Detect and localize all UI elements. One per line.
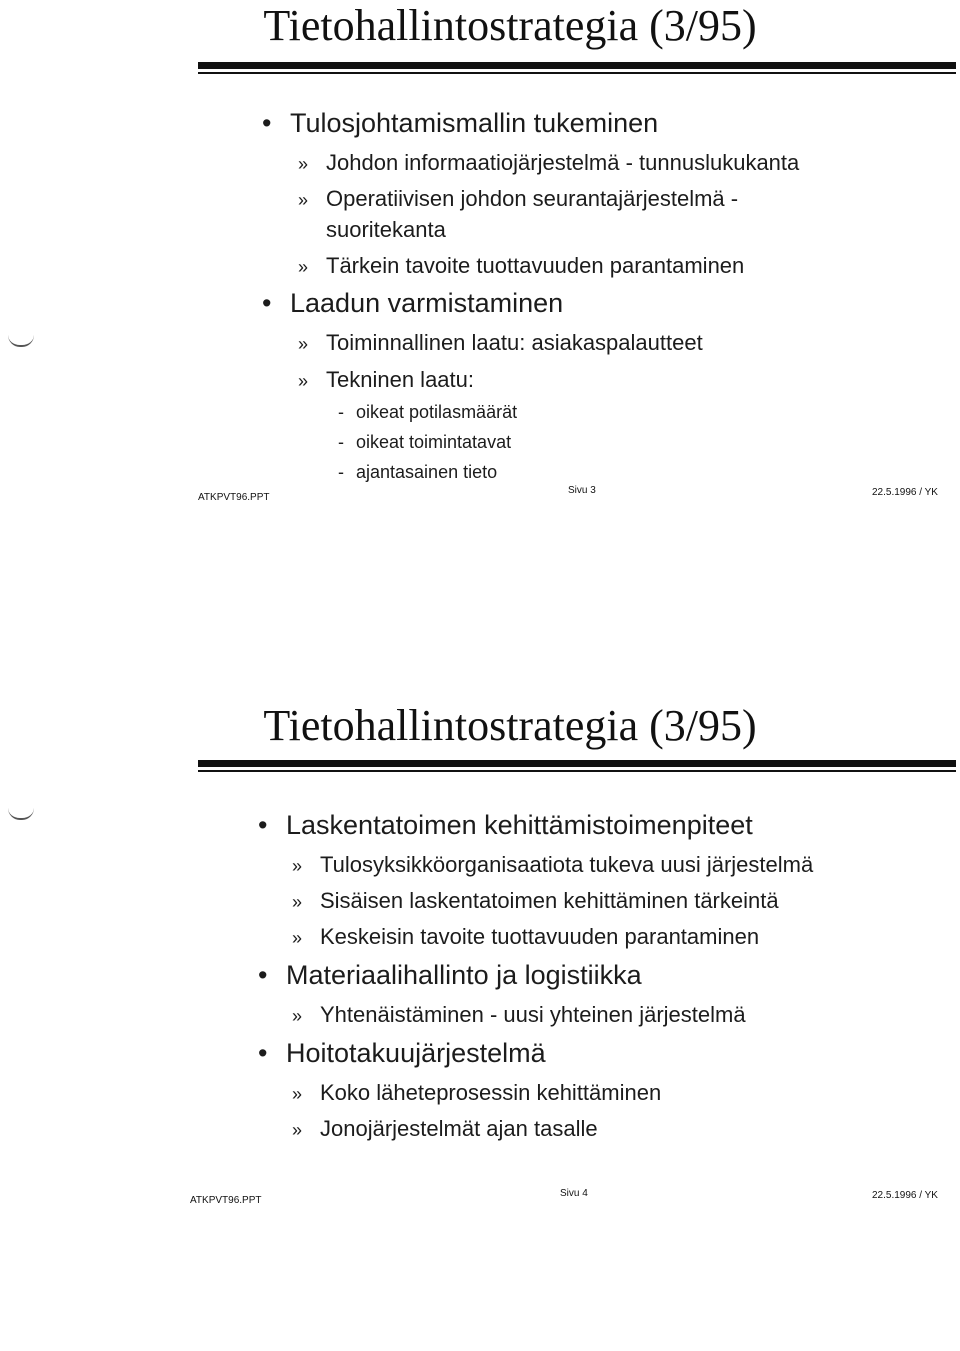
footer-date: 22.5.1996 / YK xyxy=(872,487,938,498)
dash-marker-icon: - xyxy=(338,462,344,482)
sub-text: Tekninen laatu: xyxy=(326,367,474,392)
bullet-dot-icon: • xyxy=(258,960,268,990)
sub-text: Keskeisin tavoite tuottavuuden parantaminen xyxy=(320,924,760,949)
chevron-marker-icon: » xyxy=(292,928,303,948)
chevron-marker-icon: » xyxy=(298,334,309,354)
sub-item xyxy=(298,150,799,176)
title-rule-thick xyxy=(198,760,956,767)
bullet-dot-icon: • xyxy=(258,1038,268,1068)
bullet-item xyxy=(258,810,753,841)
sub-item xyxy=(298,367,474,393)
chevron-marker-icon: » xyxy=(298,371,309,391)
bullet-text: Laadun varmistaminen xyxy=(290,288,564,318)
sub-item xyxy=(298,253,744,279)
sub-text: Operatiivisen johdon seurantajärjestelmä - xyxy=(326,186,739,211)
bullet-item xyxy=(258,960,642,991)
title-rule-thin xyxy=(198,72,956,74)
sub-item xyxy=(298,330,703,356)
sub-item xyxy=(292,924,759,950)
chevron-marker-icon: » xyxy=(292,1006,303,1026)
bullet-dot-icon: • xyxy=(262,108,272,138)
sub-text: Sisäisen laskentatoimen kehittäminen tärkeintä xyxy=(320,888,779,913)
sub-item xyxy=(292,888,779,914)
sub-item xyxy=(292,852,813,878)
footer-date: 22.5.1996 / YK xyxy=(872,1190,938,1201)
subsub-text: ajantasainen tieto xyxy=(356,462,498,482)
subsub-text: oikeat toimintatavat xyxy=(356,432,512,452)
dash-marker-icon: - xyxy=(338,402,344,422)
subsub-item xyxy=(338,432,511,453)
sub-text: Koko läheteprosessin kehittäminen xyxy=(320,1080,662,1105)
slide-3 xyxy=(0,0,960,520)
chevron-marker-icon: » xyxy=(292,856,303,876)
bullet-dot-icon: • xyxy=(262,288,272,318)
chevron-marker-icon: » xyxy=(298,257,309,277)
sub-text: Toiminnallinen laatu: asiakaspalautteet xyxy=(326,330,703,355)
sub-item xyxy=(292,1116,598,1142)
bullet-item xyxy=(258,1038,546,1069)
title-rule-thick xyxy=(198,62,956,69)
sub-text: Tulosyksikköorganisaatiota tukeva uusi järjestelmä xyxy=(320,852,814,877)
sub-item xyxy=(298,186,738,212)
sub-text: Tärkein tavoite tuottavuuden parantaminen xyxy=(326,253,745,278)
chevron-marker-icon: » xyxy=(298,190,309,210)
slide-title: Tietohallintostrategia (3/95) xyxy=(263,701,757,750)
sub-text: Jonojärjestelmät ajan tasalle xyxy=(320,1116,598,1141)
sub-item xyxy=(292,1080,661,1106)
bullet-item xyxy=(262,108,658,139)
sub-text: Johdon informaatiojärjestelmä - tunnuslukukanta xyxy=(326,150,800,175)
chevron-marker-icon: » xyxy=(292,1120,303,1140)
subsub-text: oikeat potilasmäärät xyxy=(356,402,518,422)
footer-filename: ATKPVT96.PPT xyxy=(198,492,270,503)
sub-text: Yhtenäistäminen - uusi yhteinen järjestelmä xyxy=(320,1002,746,1027)
subsub-item xyxy=(338,462,497,483)
sub-item xyxy=(292,1002,746,1028)
title-rule-thin xyxy=(198,770,956,772)
sub-text: suoritekanta xyxy=(326,217,446,242)
footer-filename: ATKPVT96.PPT xyxy=(190,1195,262,1206)
bullet-text: Laskentatoimen kehittämistoimenpiteet xyxy=(286,810,753,840)
bullet-dot-icon: • xyxy=(258,810,268,840)
bullet-text: Tulosjohtamismallin tukeminen xyxy=(290,108,659,138)
bullet-text: Hoitotakuujärjestelmä xyxy=(286,1038,546,1068)
slide-title: Tietohallintostrategia (3/95) xyxy=(263,1,757,50)
footer-page: Sivu 4 xyxy=(560,1188,588,1199)
dash-marker-icon: - xyxy=(338,432,344,452)
bullet-text: Materiaalihallinto ja logistiikka xyxy=(286,960,642,990)
chevron-marker-icon: » xyxy=(292,1084,303,1104)
slide-4 xyxy=(0,690,960,1230)
footer-page: Sivu 3 xyxy=(568,485,596,496)
chevron-marker-icon: » xyxy=(292,892,303,912)
sub-item-continuation xyxy=(326,217,446,243)
subsub-item xyxy=(338,402,517,423)
bullet-item xyxy=(262,288,563,319)
chevron-marker-icon: » xyxy=(298,154,309,174)
